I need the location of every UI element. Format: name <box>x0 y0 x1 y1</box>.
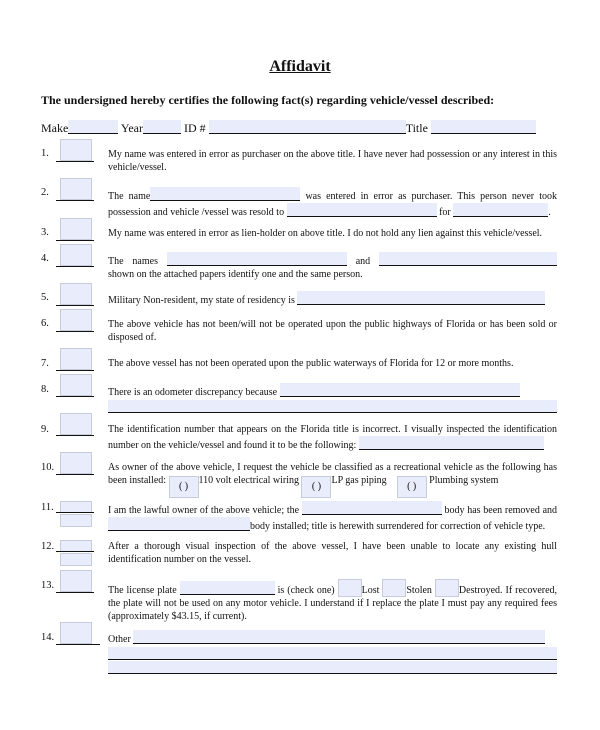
text: was entered in error as purchaser. This person never took possession and vehicle /vessel was resold to <box>108 191 558 218</box>
page-title: Affidavit <box>269 58 331 75</box>
removed-body-field[interactable] <box>302 501 442 515</box>
title-field[interactable] <box>431 120 536 134</box>
text: body has been removed and <box>444 505 558 516</box>
id-label: ID # <box>184 121 206 135</box>
text: As owner of the above vehicle, I request the vehicle be classified as a recreational vehicle as the following has been installed: <box>108 462 557 486</box>
for-field[interactable] <box>453 203 548 217</box>
item-4-text <box>108 252 557 281</box>
item-2-checkbox[interactable] <box>60 178 92 200</box>
item-6-checkbox[interactable] <box>60 309 92 331</box>
title-label: Title <box>405 121 428 135</box>
make-field[interactable] <box>68 120 118 134</box>
item-4-checkbox[interactable] <box>60 244 92 266</box>
text: Military Non-resident, my state of residency is <box>108 295 295 306</box>
item-13-text <box>108 579 557 623</box>
text: body installed; title is herewith surrendered for correction of vehicle type. <box>250 521 546 532</box>
text: LP gas piping <box>331 475 387 486</box>
text: There is an odometer discrepancy because <box>108 387 278 398</box>
state-field[interactable] <box>297 291 545 305</box>
text: Lost <box>361 585 380 596</box>
item-number: 2. <box>41 187 49 198</box>
lp-gas-checkbox[interactable]: ( ) <box>301 476 331 498</box>
item-9-text <box>108 423 557 452</box>
year-label: Year <box>120 121 144 135</box>
item-number: 11. <box>41 502 54 513</box>
other-field[interactable] <box>133 630 545 644</box>
text: The identification number that appears on the Florida title is incorrect. I visually inspected the identification number on the vehicle/vessel and found it to be the following: <box>108 424 557 451</box>
text: Destroyed. <box>458 585 503 596</box>
text: is (check one) <box>277 585 335 596</box>
item-10-checkbox[interactable] <box>60 452 92 474</box>
item-5-checkbox[interactable] <box>60 283 92 305</box>
item-number: 4. <box>41 253 49 264</box>
item-number: 9. <box>41 424 49 435</box>
item-1-text: My name was entered in error as purchaser on the above title. I have never had possession or any interest in this vehicle/vessel. <box>108 149 557 173</box>
text: shown on the attached papers identify one and the same person. <box>108 269 363 280</box>
item-8-checkbox[interactable] <box>60 374 92 396</box>
stolen-checkbox[interactable] <box>382 579 406 597</box>
text: Stolen <box>406 585 432 596</box>
other-field-line-2[interactable] <box>108 647 557 660</box>
odometer-field-line-2[interactable] <box>108 400 557 413</box>
text: . <box>548 207 551 218</box>
text: The name <box>108 191 151 202</box>
item-number: 3. <box>41 227 49 238</box>
item-14-text <box>108 630 557 674</box>
item-6-text: The above vehicle has not been/will not be operated upon the public highways of Florida or has been sold or disposed of. <box>108 319 557 343</box>
item-number: 12. <box>41 541 55 552</box>
item-12-text: After a thorough visual inspection of the above vessel, I have been unable to locate any existing hull identification number on the vessel. <box>108 541 557 565</box>
item-13-checkbox[interactable] <box>60 570 92 592</box>
plumbing-checkbox[interactable]: ( ) <box>397 476 427 498</box>
item-12-checkbox[interactable] <box>60 540 92 562</box>
item-3-checkbox[interactable] <box>60 218 92 240</box>
text: for <box>439 207 451 218</box>
odometer-field[interactable] <box>280 383 520 397</box>
item-7-checkbox[interactable] <box>60 348 92 370</box>
item-number: 10. <box>41 462 55 473</box>
lost-checkbox[interactable] <box>338 579 362 597</box>
item-number: 1. <box>41 148 49 159</box>
year-field[interactable] <box>143 120 181 134</box>
vehicle-header <box>41 120 561 136</box>
item-3-text: My name was entered in error as lien-holder on above title. I do not hold any lien against this vehicle/vessel. <box>108 228 543 239</box>
item-number: 6. <box>41 318 49 329</box>
id-field[interactable] <box>209 120 406 134</box>
other-field-line-3[interactable] <box>108 661 557 674</box>
item-2-text <box>108 187 557 219</box>
name-field[interactable] <box>150 187 300 201</box>
item-10-text <box>108 461 557 498</box>
item-number: 7. <box>41 358 49 369</box>
text: I am the lawful owner of the above vehicle; the <box>108 505 300 516</box>
item-11-checkbox[interactable] <box>60 501 92 523</box>
item-number: 8. <box>41 384 49 395</box>
item-7-text: The above vessel has not been operated upon the public waterways of Florida for 12 or more months. <box>108 358 514 369</box>
text: The names <box>108 256 158 267</box>
item-14-checkbox[interactable] <box>60 622 92 644</box>
item-8-text <box>108 383 557 413</box>
license-plate-field[interactable] <box>180 581 275 595</box>
text: 110 volt electrical wiring <box>198 475 299 486</box>
installed-body-field[interactable] <box>108 517 250 531</box>
item-number: 14. <box>41 632 55 643</box>
destroyed-checkbox[interactable] <box>435 579 459 597</box>
item-number: 5. <box>41 292 49 303</box>
make-label: Make <box>41 121 69 135</box>
text: and <box>355 256 371 267</box>
name-1-field[interactable] <box>167 252 347 266</box>
resold-to-field[interactable] <box>287 203 437 217</box>
intro-text: The undersigned hereby certifies the following fact(s) regarding vehicle/vessel described: <box>41 93 495 107</box>
text: Plumbing system <box>429 475 499 486</box>
text: The license plate <box>108 585 177 596</box>
item-number: 13. <box>41 580 55 591</box>
wiring-checkbox[interactable]: ( ) <box>169 476 199 498</box>
item-5-text <box>108 291 557 307</box>
id-number-field[interactable] <box>359 436 544 450</box>
item-9-checkbox[interactable] <box>60 413 92 435</box>
item-11-text <box>108 501 557 533</box>
name-2-field[interactable] <box>379 252 557 266</box>
item-1-checkbox[interactable] <box>60 139 92 161</box>
text: If recovered, the plate will not be used on any motor vehicle. I understand if I replace the plate I must pay any required fees (approximately $43.15, if current). <box>108 585 558 622</box>
text: Other <box>108 634 131 645</box>
